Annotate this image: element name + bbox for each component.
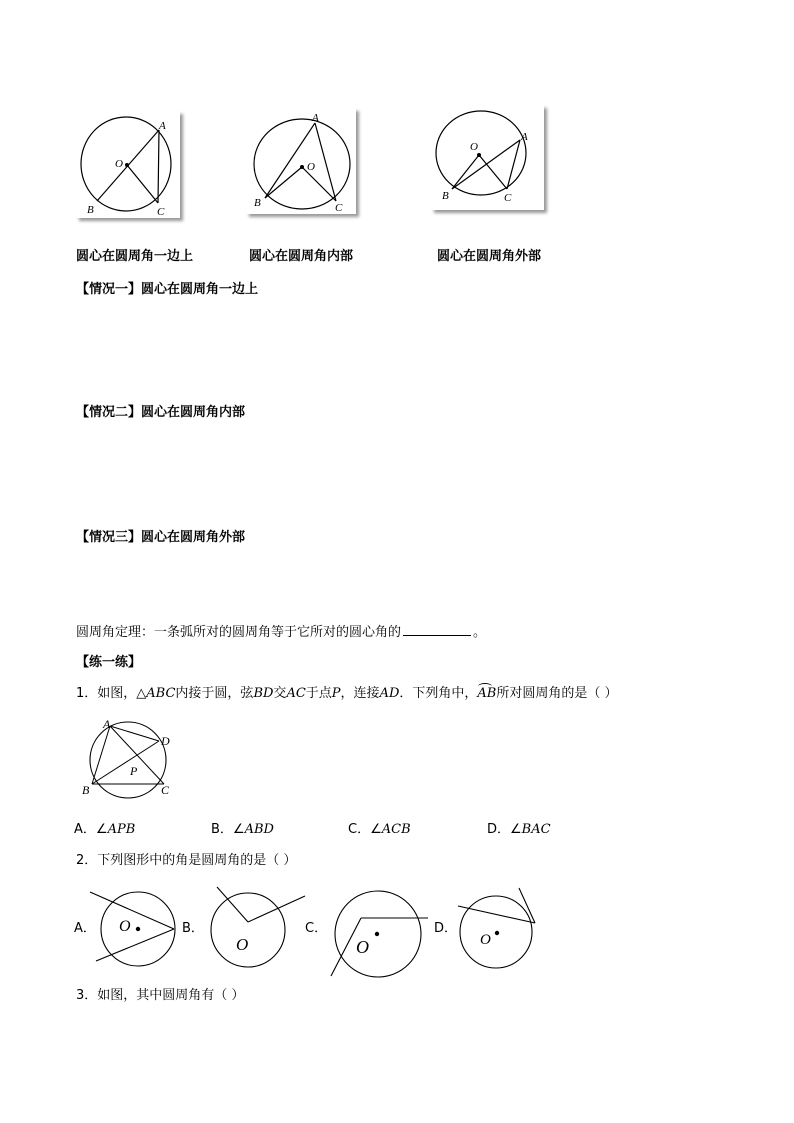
center-label-o: O <box>236 935 249 954</box>
label-c: C <box>157 206 165 218</box>
q2-option-b-letter[interactable]: B． <box>182 921 204 936</box>
angle-name: ACB <box>381 822 411 837</box>
q1-segment: AD <box>379 686 400 701</box>
q1-triangle: ABC <box>146 686 176 701</box>
theorem-text: 圆周角定理：一条弧所对的圆周角等于它所对的圆心角的 <box>76 625 402 640</box>
question-1 <box>76 685 617 703</box>
label-a: A <box>312 112 319 124</box>
label-b: B <box>442 190 449 202</box>
practice-heading: 【练一练】 <box>76 655 142 670</box>
center-label-o: O <box>356 937 369 957</box>
angle-symbol: ∠ <box>510 822 522 837</box>
q1-text: 如图，△ <box>97 686 147 701</box>
option-letter: B． <box>211 822 233 837</box>
arc-label: AB <box>477 686 497 701</box>
question-2: 2．下列图形中的角是圆周角的是（ ） <box>76 853 297 868</box>
label-c: C <box>504 192 512 204</box>
angle-symbol: ∠ <box>370 822 382 837</box>
q1-text: 所对圆周角的是（ ） <box>496 686 618 701</box>
q1-text: ，连接 <box>340 686 380 701</box>
angle-symbol: ∠ <box>232 822 245 837</box>
center-label-o: O <box>119 918 131 935</box>
case-three-heading: 【情况三】圆心在圆周角外部 <box>76 530 246 545</box>
label-o: O <box>115 158 123 170</box>
option-letter: C． <box>348 822 371 837</box>
q1-text: 内接于圆，弦 <box>175 686 254 701</box>
theorem-end: 。 <box>473 625 487 640</box>
question-3: 3．如图，其中圆周角有（ ） <box>76 988 245 1003</box>
label-o: O <box>470 141 478 153</box>
q2-option-d-letter[interactable]: D． <box>434 921 458 936</box>
figure-center-inside <box>246 108 356 214</box>
q1-text: 交 <box>273 686 287 701</box>
q1-option-d[interactable] <box>487 821 551 839</box>
case-one-heading: 【情况一】圆心在圆周角一边上 <box>76 282 259 297</box>
label-b: B <box>254 197 261 209</box>
arc-symbol <box>477 685 496 703</box>
angle-name: BAC <box>521 822 551 837</box>
q1-option-b[interactable] <box>211 821 274 839</box>
q2-figure-a <box>88 886 184 972</box>
inscribed-triangle-diagram <box>78 716 178 800</box>
q1-point: P <box>331 686 341 701</box>
q1-text: 于点 <box>305 686 332 701</box>
label-p: P <box>130 764 138 778</box>
q2-option-a-letter[interactable]: A． <box>74 921 96 936</box>
q2-option-c-letter[interactable]: C． <box>305 921 328 936</box>
q2-figure-b <box>205 883 311 973</box>
label-b: B <box>82 783 90 797</box>
circle-diagram <box>431 105 544 210</box>
q1-option-c[interactable] <box>348 821 411 839</box>
angle-name: ABD <box>244 822 274 837</box>
figure-center-on-side <box>76 111 180 218</box>
theorem-statement <box>76 623 486 642</box>
label-a: A <box>159 120 166 132</box>
q1-segment: AC <box>286 686 306 701</box>
q1-figure <box>78 716 178 800</box>
option-letter: D． <box>487 822 511 837</box>
label-b: B <box>87 204 94 216</box>
label-c: C <box>335 202 343 214</box>
figure-center-outside <box>431 105 544 210</box>
answer-blank[interactable] <box>403 623 471 636</box>
arc-mark <box>478 683 492 690</box>
option-letter: A． <box>74 822 96 837</box>
label-d: D <box>161 734 170 748</box>
q1-option-a[interactable] <box>74 821 135 839</box>
caption-center-on-side: 圆心在圆周角一边上 <box>76 249 194 264</box>
q1-chord: BD <box>253 686 274 701</box>
label-a: A <box>103 717 111 731</box>
angle-name: APB <box>107 822 136 837</box>
caption-center-inside: 圆心在圆周角内部 <box>249 249 354 264</box>
center-label-o: O <box>480 932 491 948</box>
angle-symbol: ∠ <box>95 822 108 837</box>
question-number: 1． <box>76 686 98 701</box>
caption-center-outside: 圆心在圆周角外部 <box>437 249 542 264</box>
circle-diagram <box>76 111 180 218</box>
label-o: O <box>307 161 315 173</box>
label-a: A <box>521 131 528 143</box>
circle-diagram <box>246 108 356 214</box>
case-two-heading: 【情况二】圆心在圆周角内部 <box>76 405 246 420</box>
q2-figure-c <box>328 882 434 978</box>
label-c: C <box>161 783 170 797</box>
q1-text: ．下列角中， <box>399 686 478 701</box>
q2-figure-d <box>456 884 538 972</box>
